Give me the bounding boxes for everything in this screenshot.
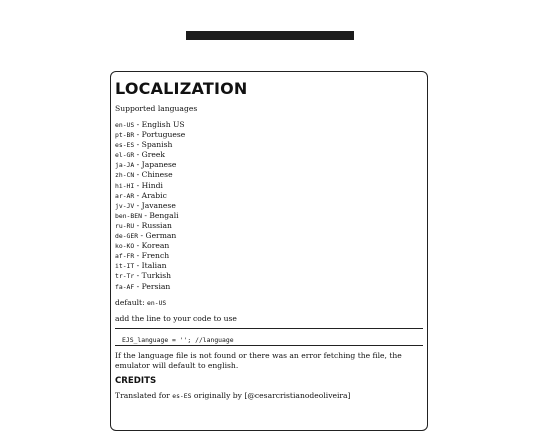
credits-heading: CREDITS	[115, 375, 157, 386]
language-name: Persian	[141, 281, 171, 291]
language-name: Italian	[141, 261, 167, 271]
language-item: ar-AR - Arabic	[115, 190, 167, 200]
default-line	[115, 298, 423, 308]
language-name: German	[145, 231, 177, 241]
language-code: fa-AF	[115, 282, 135, 291]
language-name: Bengali	[149, 210, 179, 220]
language-code: ar-AR	[115, 191, 135, 200]
language-code: en-US	[115, 121, 135, 129]
credits-suffix: originally by [@cesarcristianodeoliveira]	[193, 390, 351, 400]
language-code: ben-BEN	[115, 211, 142, 220]
language-code: jv-JV	[115, 201, 135, 210]
fallback-note: If the language file is not found or there was an error fetching the file, the emulator will default to english.	[115, 350, 402, 370]
language-name: French	[141, 251, 170, 261]
language-code: de-GER	[115, 232, 139, 241]
language-name: Hindi	[141, 180, 163, 190]
language-code: ko-KO	[115, 242, 135, 251]
language-code: ru-RU	[115, 221, 135, 230]
code-block	[115, 328, 423, 346]
language-item: pt-BR - Portuguese	[115, 130, 186, 140]
language-item: ja-JA - Japanese	[115, 160, 177, 170]
language-list	[115, 120, 423, 292]
supported-languages-label: Supported languages	[115, 104, 198, 113]
credits-lang: es-ES	[172, 391, 192, 400]
language-name: Javanese	[141, 200, 176, 210]
language-code: es-ES	[115, 141, 135, 150]
language-item: fa-AF - Persian	[115, 281, 171, 291]
page-title: LOCALIZATION	[115, 79, 248, 98]
language-name: Korean	[141, 241, 170, 251]
language-code: ja-JA	[115, 161, 135, 170]
default-label: default:	[115, 297, 145, 307]
language-item: el-GR - Greek	[115, 150, 165, 160]
language-item: de-GER - German	[115, 231, 177, 241]
credits-line	[115, 391, 423, 401]
localization-panel	[110, 71, 428, 431]
language-code: it-IT	[115, 262, 135, 271]
language-code: el-GR	[115, 151, 135, 160]
language-item: zh-CN - Chinese	[115, 170, 173, 180]
language-item: ko-KO - Korean	[115, 241, 170, 251]
language-code: hi-HI	[115, 181, 135, 190]
language-item: ru-RU - Russian	[115, 220, 172, 230]
language-item: jv-JV - Javanese	[115, 200, 176, 210]
default-value: en-US	[147, 298, 167, 307]
instruction-text: add the line to your code to use	[115, 313, 237, 323]
top-bar	[186, 31, 354, 40]
language-code: zh-CN	[115, 171, 135, 180]
language-item: hi-HI - Hindi	[115, 180, 163, 190]
language-item: it-IT - Italian	[115, 261, 167, 271]
language-name: Arabic	[141, 190, 167, 200]
code-line: EJS_language = ''; //language	[122, 335, 234, 344]
language-name: English US	[141, 120, 185, 129]
language-name: Greek	[141, 150, 165, 160]
language-name: Japanese	[141, 160, 177, 170]
credits-prefix: Translated for	[115, 390, 170, 400]
language-name: Turkish	[141, 271, 172, 281]
language-name: Chinese	[141, 170, 173, 180]
language-item: ben-BEN - Bengali	[115, 210, 179, 220]
language-item: af-FR - French	[115, 251, 170, 261]
language-name: Spanish	[141, 140, 173, 150]
language-name: Russian	[141, 220, 172, 230]
language-code: tr-Tr	[115, 272, 135, 281]
language-code: af-FR	[115, 252, 135, 261]
language-item: en-US - English US	[115, 120, 185, 129]
language-code: pt-BR	[115, 131, 135, 140]
language-item: tr-Tr - Turkish	[115, 271, 172, 281]
language-name: Portuguese	[141, 130, 186, 140]
language-item: es-ES - Spanish	[115, 140, 173, 150]
